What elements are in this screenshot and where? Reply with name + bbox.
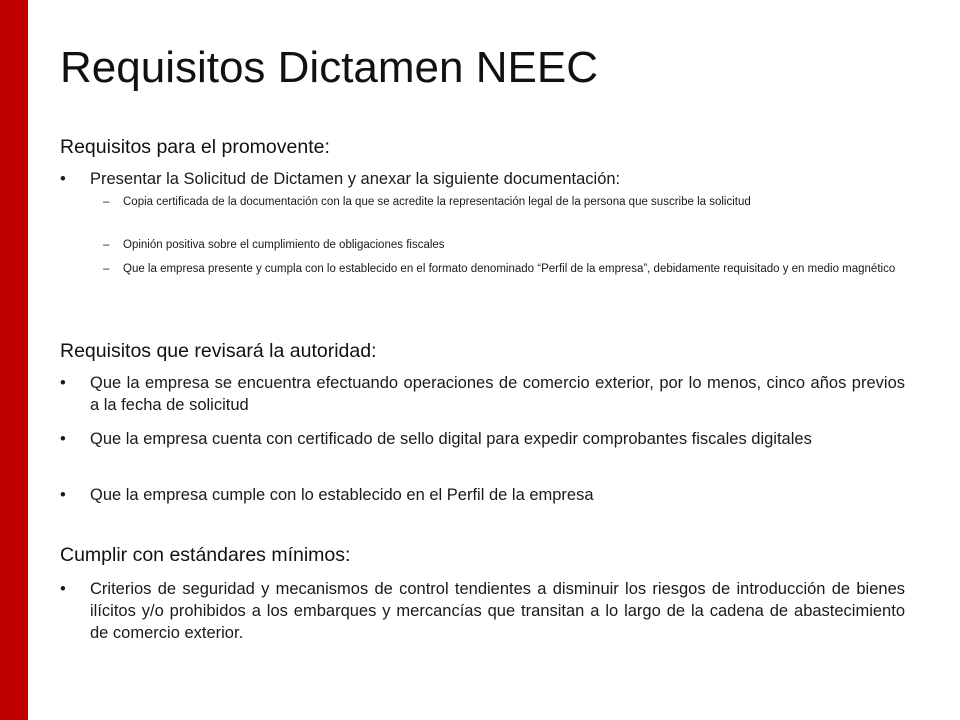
sub-list-item bbox=[103, 260, 905, 279]
dash-marker: – bbox=[103, 239, 110, 251]
bullet-marker: • bbox=[60, 170, 66, 188]
section-heading-promovente: Requisitos para el promovente: bbox=[60, 136, 330, 158]
section-heading-autoridad: Requisitos que revisará la autoridad: bbox=[60, 340, 377, 362]
bullet-marker: • bbox=[60, 580, 66, 598]
bullet-marker: • bbox=[60, 486, 66, 504]
list-item-text: Criterios de seguridad y mecanismos de control tendientes a disminuir los riesgos de introducción de bienes ilícitos y/o prohibidos a los embarques y mercancías que transitan a lo largo de la cadena de abastecimiento de comercio exterior. bbox=[90, 580, 905, 642]
list-item bbox=[60, 372, 905, 416]
left-accent-bar bbox=[0, 0, 28, 720]
section-heading-estandares: Cumplir con estándares mínimos: bbox=[60, 544, 351, 566]
sub-list-item-text: Opinión positiva sobre el cumplimiento de obligaciones fiscales bbox=[123, 239, 445, 251]
sub-list-item bbox=[103, 193, 905, 212]
list-item-text: Que la empresa cuenta con certificado de sello digital para expedir comprobantes fiscales digitales bbox=[90, 430, 812, 448]
sub-list-item-text: Que la empresa presente y cumpla con lo establecido en el formato denominado “Perfil de la empresa”, debidamente requisitado y en medio magnético bbox=[123, 263, 896, 275]
sub-list-item bbox=[103, 236, 905, 255]
list-item-text: Presentar la Solicitud de Dictamen y anexar la siguiente documentación: bbox=[90, 170, 621, 188]
sub-list-item-text: Copia certificada de la documentación con la que se acredite la representación legal de la persona que suscribe la solicitud bbox=[123, 196, 751, 208]
list-item bbox=[60, 428, 905, 450]
list-item-text: Que la empresa se encuentra efectuando operaciones de comercio exterior, por lo menos, cinco años previos a la fecha de solicitud bbox=[90, 374, 905, 414]
list-item bbox=[60, 484, 905, 506]
bullet-marker: • bbox=[60, 374, 66, 392]
page-title: Requisitos Dictamen NEEC bbox=[60, 43, 598, 92]
dash-marker: – bbox=[103, 263, 110, 275]
list-item bbox=[60, 578, 905, 644]
list-item-text: Que la empresa cumple con lo establecido en el Perfil de la empresa bbox=[90, 486, 594, 504]
list-item bbox=[60, 168, 905, 190]
dash-marker: – bbox=[103, 196, 110, 208]
bullet-marker: • bbox=[60, 430, 66, 448]
